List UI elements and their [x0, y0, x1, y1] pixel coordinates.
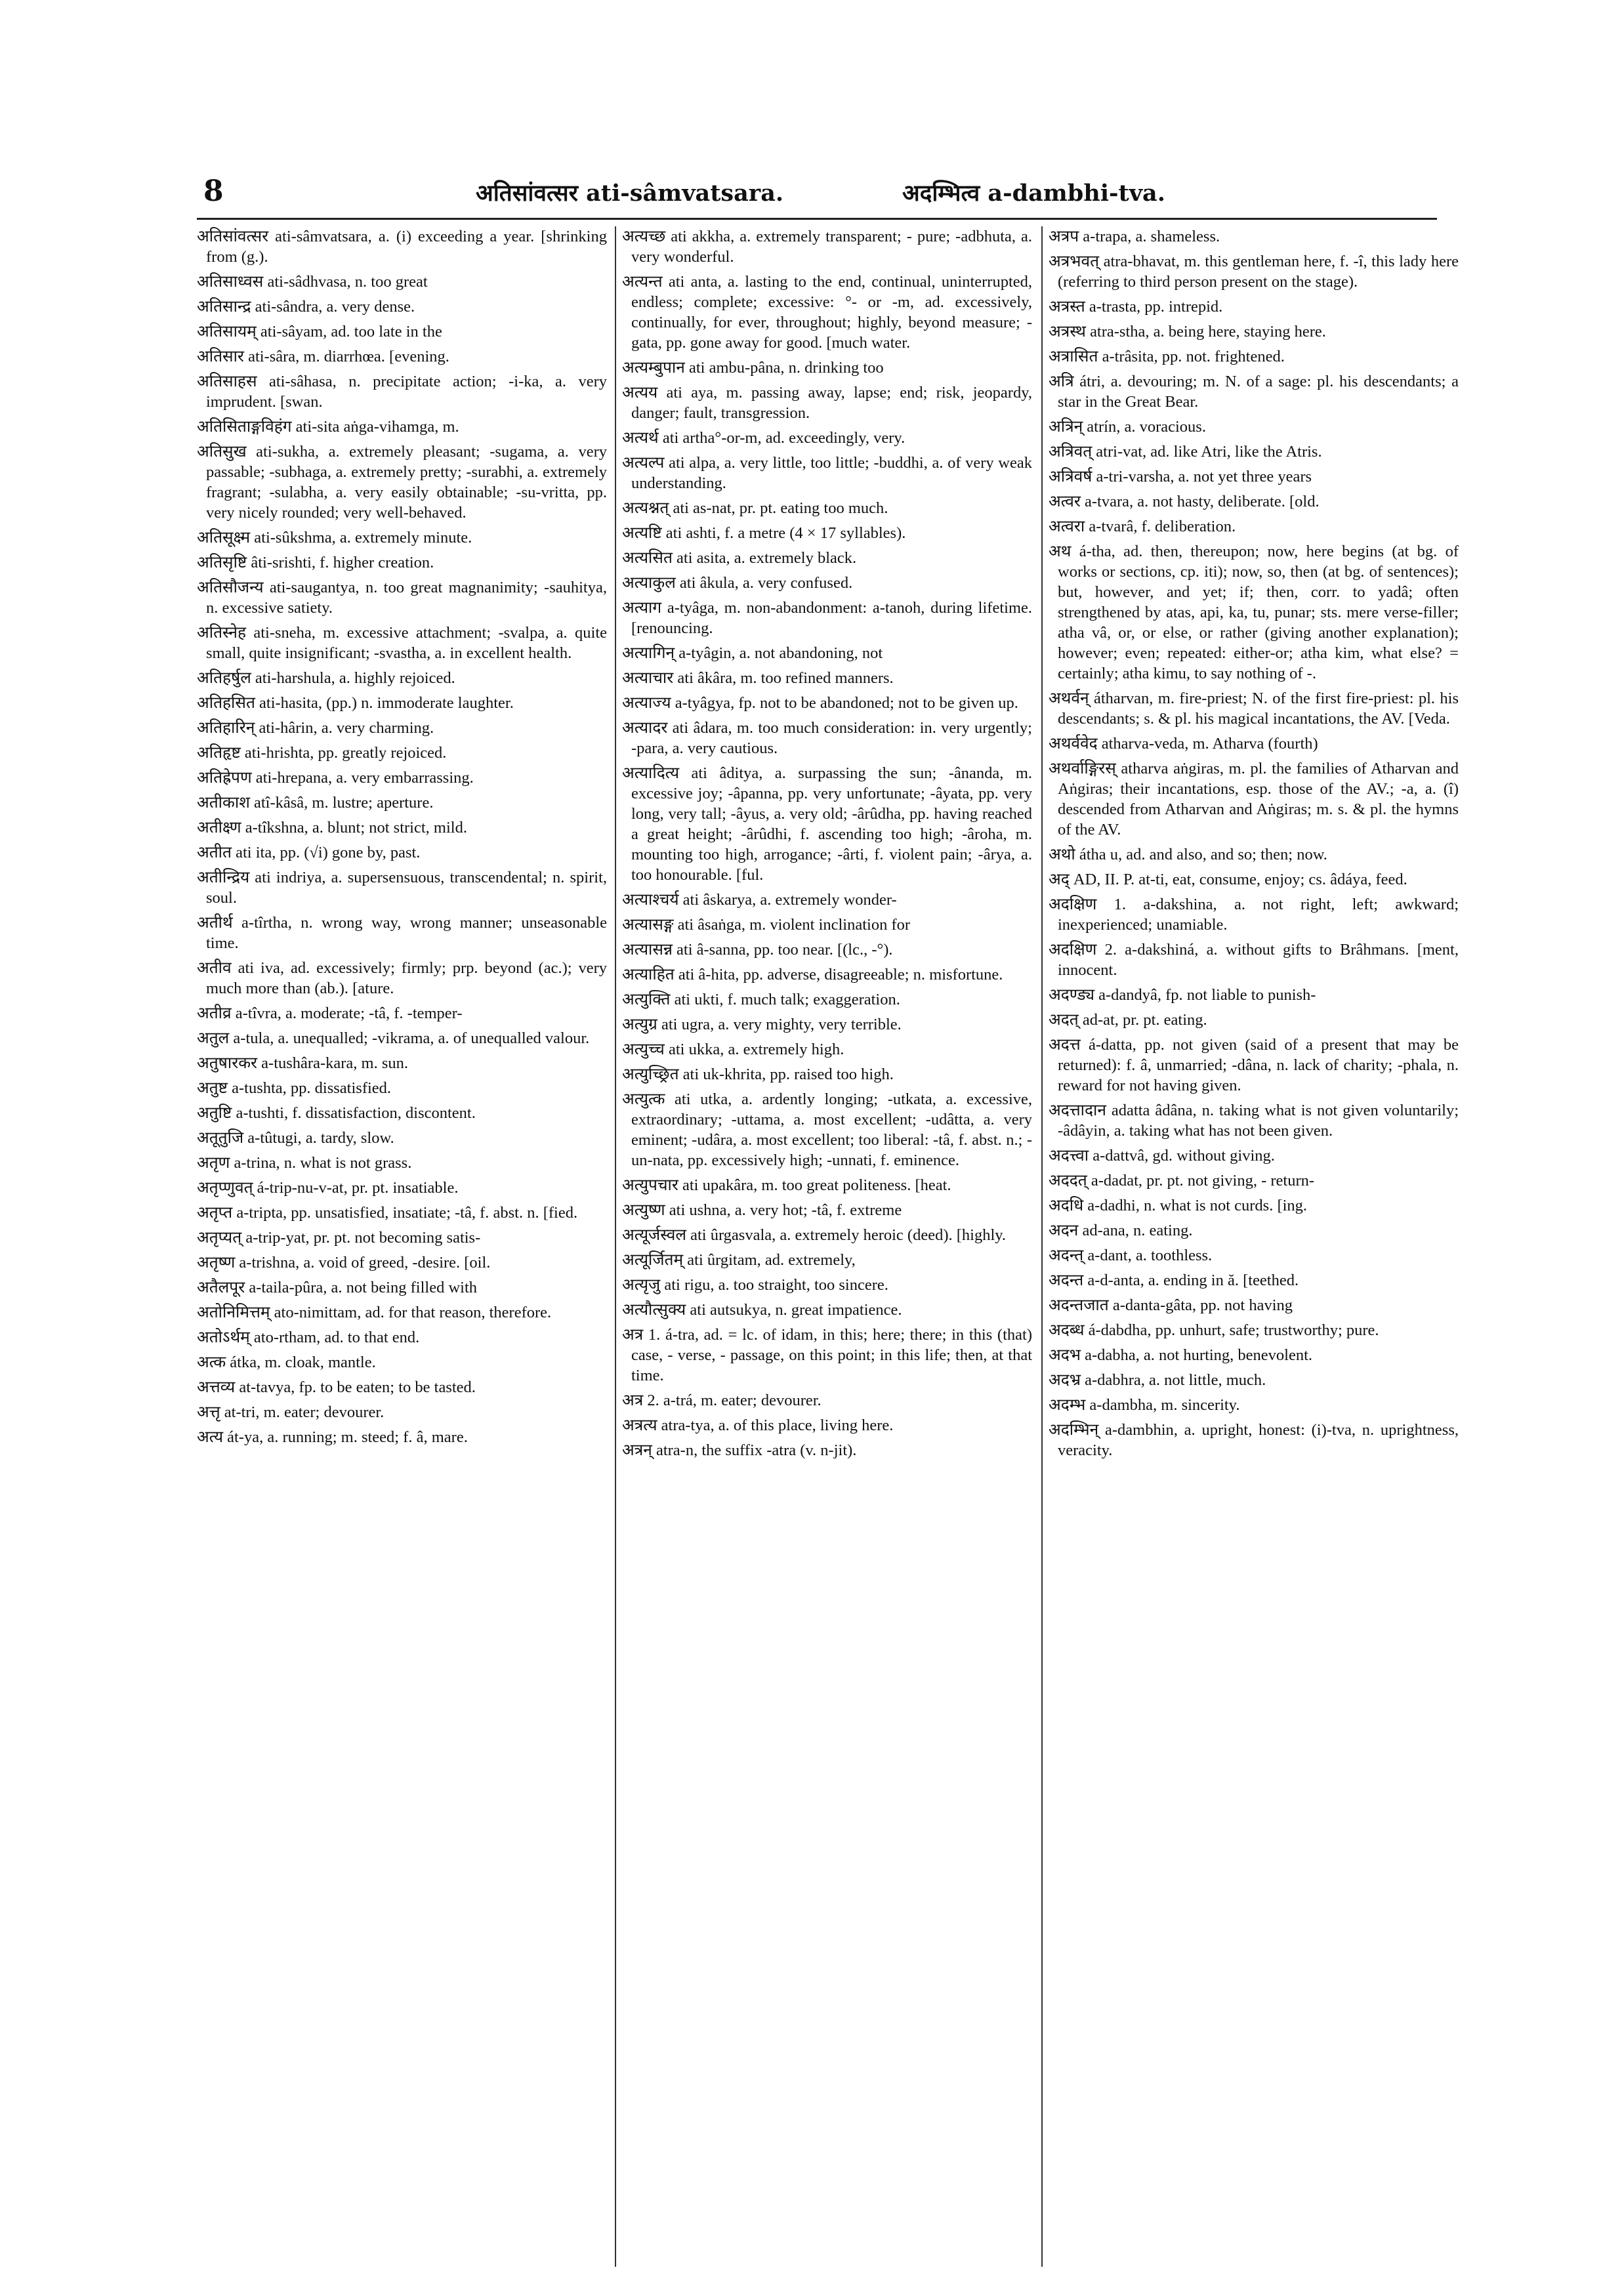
dictionary-entry: अत्यृजु ati rigu, a. too straight, too sincere.	[622, 1276, 888, 1294]
dictionary-entry: अत्याकुल ati âkula, a. very confused.	[622, 574, 853, 592]
dictionary-entry: अतीव ati iva, ad. excessively; firmly; prp. beyond (ac.); very much more than (ab.). [ature.	[197, 959, 607, 997]
dictionary-entry: अत्यच्छ ati akkha, a. extremely transparent; - pure; -adbhuta, a. very wonderful.	[622, 228, 1032, 266]
dictionary-entry: अत्र 1. á-tra, ad. = lc. of idam, in this; here; there; in this (that) case, - verse, - passage, on this point; in this life; then, at that time.	[622, 1326, 1032, 1384]
dictionary-entry: अतीन्द्रिय ati indriya, a. supersensuous, transcendental; n. spirit, soul.	[197, 869, 607, 907]
dictionary-entry: अदन्तजात a-danta-gâta, pp. not having	[1049, 1296, 1293, 1314]
dictionary-entry: अत्रत्य atra-tya, a. of this place, living here.	[622, 1416, 894, 1434]
dictionary-entry: अत्याग a-tyâga, m. non-abandonment: a-tanoh, during lifetime. [renouncing.	[622, 599, 1032, 637]
right-running-head: अदम्भित्व a-dambhi-tva.	[902, 180, 1165, 207]
dictionary-entry: अतुष्टि a-tushti, f. dissatisfaction, discontent.	[197, 1104, 476, 1122]
page-header	[197, 172, 1437, 220]
dictionary-entry: अत्रन् atra-n, the suffix -atra (v. n-jit).	[622, 1441, 857, 1459]
dictionary-entry: अदधि a-dadhi, n. what is not curds. [ing.	[1049, 1197, 1308, 1214]
dictionary-entry: अत्रिवर्ष a-tri-varsha, a. not yet three years	[1049, 468, 1312, 486]
dictionary-entry: अत्याश्चर्य ati âskarya, a. extremely wonder-	[622, 891, 897, 909]
dictionary-entry: अददत् a-dadat, pr. pt. not giving, - return-	[1049, 1172, 1315, 1189]
dictionary-entry: अत्यूर्जितम् ati ûrgitam, ad. extremely,	[622, 1251, 856, 1269]
dictionary-entry: अत्यासङ्ग ati âsaṅga, m. violent inclination for	[622, 916, 911, 934]
dictionary-entry: अदत्तादान adatta âdâna, n. taking what is not given voluntarily; -âdâyin, a. taking what has not been given.	[1049, 1102, 1459, 1140]
dictionary-entry: अतिसृष्टि âti-srishti, f. higher creation.	[197, 554, 434, 571]
dictionary-entry: अदक्षिण 1. a-dakshina, a. not right, left; awkward; inexperienced; unamiable.	[1049, 896, 1459, 934]
dictionary-entry: अतिहृष्ट ati-hrishta, pp. greatly rejoiced.	[197, 744, 447, 762]
dictionary-entry: अदत्त á-datta, pp. not given (said of a present that may be returned): f. â, unmarried; -dâna, n. lack of charity; -phala, n. reward for not having given.	[1049, 1036, 1459, 1094]
dictionary-entry: अतिसाध्वस ati-sâdhvasa, n. too great	[197, 273, 428, 291]
dictionary-entry: अत्युपचार ati upakâra, m. too great politeness. [heat.	[622, 1176, 951, 1194]
dictionary-entry: अदन्त a-d-anta, a. ending in ă. [teethed.	[1049, 1272, 1299, 1289]
dictionary-entry: अत्यर्थ ati artha°-or-m, ad. exceedingly, very.	[622, 429, 906, 447]
dictionary-entry: अत्यादर ati âdara, m. too much consideration: in. very urgently; -para, a. very cautious.	[622, 719, 1032, 757]
dictionary-entry: अतुष्ट a-tushta, pp. dissatisfied.	[197, 1079, 392, 1097]
dictionary-entry: अतोऽर्थम् ato-rtham, ad. to that end.	[197, 1329, 420, 1346]
dictionary-entry: अत्याहित ati â-hita, pp. adverse, disagreeable; n. misfortune.	[622, 966, 1003, 983]
dictionary-entry: अत्रि átri, a. devouring; m. N. of a sage: pl. his descendants; a star in the Great Bear.	[1049, 373, 1459, 411]
dictionary-entry: अत्याचार ati âkâra, m. too refined manners.	[622, 669, 894, 687]
dictionary-entry: अतिहसित ati-hasita, (pp.) n. immoderate laughter.	[197, 694, 514, 712]
dictionary-entry: अतिसान्द्र ati-sândra, a. very dense.	[197, 298, 415, 316]
dictionary-entry: अत्युक्ति ati ukti, f. much talk; exaggeration.	[622, 991, 900, 1008]
dictionary-entry: अत्रासित a-trâsita, pp. not. frightened.	[1049, 348, 1285, 365]
dictionary-entry: अथर्वाङ्गिरस् atharva aṅgiras, m. pl. the families of Atharvan and Aṅgiras; their incantations, esp. those of the AV.; -a, a. (î) descended from Atharvan and Aṅgiras; m. s. & pl. the hymns of the AV.	[1049, 760, 1459, 838]
left-running-head: अतिसांवत्सर ati-sâmvatsara.	[476, 180, 784, 207]
dictionary-entry: अत्रस्थ atra-stha, a. being here, staying here.	[1049, 323, 1326, 341]
dictionary-entry: अदत्त्वा a-dattvâ, gd. without giving.	[1049, 1147, 1275, 1165]
dictionary-entry: अत्र 2. a-trá, m. eater; devourer.	[622, 1392, 822, 1409]
dictionary-entry: अतिसुख ati-sukha, a. extremely pleasant; -sugama, a. very passable; -subhaga, a. extremely pretty; -surabhi, a. extremely fragrant; -sulabha, a. very easily obtainable; -su-vritta, pp. very nicely rounded; very well-behaved.	[197, 443, 607, 522]
dictionary-entry: अतिसिताङ्गविहंग ati-sita aṅga-vihamga, m.	[197, 418, 459, 436]
dictionary-entry: अत्यन्त ati anta, a. lasting to the end, continual, uninterrupted, endless; complete; excessive: °- or -m, ad. excessively, continually, for ever, throughout; highly, beyond measure; -gata, pp. gone away for good. [much water.	[622, 273, 1032, 352]
dictionary-entry: अत्यसित ati asita, a. extremely black.	[622, 549, 857, 567]
dictionary-entry: अत्युष्ण ati ushna, a. very hot; -tâ, f. extreme	[622, 1201, 902, 1219]
dictionary-entry: अत्रप a-trapa, a. shameless.	[1049, 228, 1220, 245]
dictionary-column-3	[1049, 226, 1459, 2267]
dictionary-entry: अदन्त् a-dant, a. toothless.	[1049, 1247, 1213, 1264]
dictionary-entry: अथर्ववेद atharva-veda, m. Atharva (fourth)	[1049, 735, 1318, 753]
dictionary-column-1	[197, 226, 607, 2267]
dictionary-entry: अत्यागिन् a-tyâgin, a. not abandoning, not	[622, 644, 883, 662]
column-divider	[1041, 226, 1043, 2267]
dictionary-entry: अतिसायम् ati-sâyam, ad. too late in the	[197, 323, 442, 341]
dictionary-entry: अत्य át-ya, a. running; m. steed; f. â, mare.	[197, 1428, 468, 1446]
dictionary-entry: अत्यासन्न ati â-sanna, pp. too near. [(lc., -°).	[622, 941, 893, 959]
dictionary-entry: अत्यष्टि ati ashti, f. a metre (4 × 17 syllables).	[622, 524, 906, 542]
dictionary-entry: अतिहारिन् ati-hârin, a. very charming.	[197, 719, 434, 737]
dictionary-entry: अतीत ati ita, pp. (√i) gone by, past.	[197, 844, 421, 861]
dictionary-entry: अत्यम्बुपान ati ambu-pâna, n. drinking too	[622, 359, 884, 377]
dictionary-entry: अत्रिन् atrín, a. voracious.	[1049, 418, 1206, 436]
dictionary-entry: अतिसांवत्सर ati-sâmvatsara, a. (i) exceeding a year. [shrinking from (g.).	[197, 228, 607, 266]
dictionary-entry: अत्तव्य at-tavya, fp. to be eaten; to be tasted.	[197, 1378, 476, 1396]
dictionary-entry: अदभ a-dabha, a. not hurting, benevolent.	[1049, 1346, 1313, 1364]
dictionary-entry: अथ á-tha, ad. then, thereupon; now, here begins (at bg. of works or sections, cp. iti); now, so, then (at bg. of sentences); but, however, and yet; if; then, corr. to yadâ; often strengthened by atas, api, ka, tu, punar; sts. mere verse-filler; atha vâ, or, or else, or rather (giving another explanation); however; even; repeated: either-or; atha kim, what else? = certainly; atha kimu, to say nothing of -.	[1049, 543, 1459, 682]
dictionary-entry: अत्यौत्सुक्य ati autsukya, n. great impatience.	[622, 1301, 902, 1319]
dictionary-entry: अत्युग्र ati ugra, a. very mighty, very terrible.	[622, 1016, 902, 1033]
dictionary-entry: अत्रिवत् atri-vat, ad. like Atri, like the Atris.	[1049, 443, 1322, 461]
dictionary-entry: अदम्भिन् a-dambhin, a. upright, honest: (i)-tva, n. uprightness, veracity.	[1049, 1421, 1459, 1459]
dictionary-entry: अतिहर्षुल ati-harshula, a. highly rejoiced.	[197, 669, 455, 687]
dictionary-entry: अतिह्रेपण ati-hrepana, a. very embarrassing.	[197, 769, 474, 787]
dictionary-entry: अदक्षिण 2. a-dakshiná, a. without gifts to Brâhmans. [ment, innocent.	[1049, 941, 1459, 979]
dictionary-entry: अथर्वन् átharvan, m. fire-priest; N. of the first fire-priest: pl. his descendants; s. & pl. his magical incantations, the AV. [Veda.	[1049, 690, 1459, 728]
dictionary-entry: अतिसूक्ष्म ati-sûkshma, a. extremely minute.	[197, 529, 472, 547]
dictionary-entry: अत्युच्छ्रित ati uk-khrita, pp. raised too high.	[622, 1065, 894, 1083]
dictionary-entry: अद् AD, II. P. at-ti, eat, consume, enjoy; cs. âdáya, feed.	[1049, 871, 1407, 888]
dictionary-entry: अत्यय ati aya, m. passing away, lapse; end; risk, jeopardy, danger; fault, transgression.	[622, 384, 1032, 422]
dictionary-column-2	[622, 226, 1032, 2267]
dictionary-entry: अतिसार ati-sâra, m. diarrhœa. [evening.	[197, 348, 449, 365]
dictionary-entry: अदण्ड्य a-dandyâ, fp. not liable to punish-	[1049, 986, 1316, 1004]
dictionary-entry: अदम्भ a-dambha, m. sincerity.	[1049, 1396, 1240, 1414]
dictionary-entry: अत्क átka, m. cloak, mantle.	[197, 1354, 376, 1371]
dictionary-entry: अतीकाश atî-kâsâ, m. lustre; aperture.	[197, 794, 434, 812]
dictionary-entry: अतैलपूर a-taila-pûra, a. not being filled with	[197, 1279, 477, 1296]
dictionary-entry: अतोनिमित्तम् ato-nimittam, ad. for that reason, therefore.	[197, 1304, 552, 1321]
dictionary-entry: अतीर्थ a-tîrtha, n. wrong way, wrong manner; unseasonable time.	[197, 914, 607, 952]
column-divider	[615, 226, 616, 2267]
dictionary-entry: अत्रभवत् atra-bhavat, m. this gentleman here, f. -î, this lady here (referring to third person present on the stage).	[1049, 253, 1459, 291]
dictionary-entry: अतृप्यत् a-trip-yat, pr. pt. not becoming satis-	[197, 1229, 481, 1247]
dictionary-entry: अतीक्ष्ण a-tîkshna, a. blunt; not strict, mild.	[197, 819, 467, 837]
dictionary-entry: अत्रस्त a-trasta, pp. intrepid.	[1049, 298, 1223, 316]
dictionary-entry: अत्यादित्य ati âditya, a. surpassing the sun; -ânanda, m. excessive joy; -âpanna, pp. very unfortunate; -âyata, pp. very long, very tall; -âyus, a. very old; -ârûdha, pp. having reached a great height; -ârûdhi, f. ascending too high; -âroha, m. mounting too high, arrogance; -ârti, f. violent pain; -ârya, a. too honourable. [ful.	[622, 764, 1032, 884]
dictionary-entry: अत्यश्नत् ati as-nat, pr. pt. eating too much.	[622, 499, 888, 517]
dictionary-entry: अतृप्त a-tripta, pp. unsatisfied, insatiate; -tâ, f. abst. n. [fied.	[197, 1204, 578, 1222]
dictionary-entry: अतिसौजन्य ati-saugantya, n. too great magnanimity; -sauhitya, n. excessive satiety.	[197, 579, 607, 617]
dictionary-entry: अत्यल्प ati alpa, a. very little, too little; -buddhi, a. of very weak understanding.	[622, 454, 1032, 492]
dictionary-entry: अथो átha u, ad. and also, and so; then; now.	[1049, 846, 1327, 863]
dictionary-entry: अतृण a-trina, n. what is not grass.	[197, 1154, 412, 1172]
dictionary-entry: अतुषारकर a-tushâra-kara, m. sun.	[197, 1054, 408, 1072]
dictionary-entry: अत्याज्य a-tyâgya, fp. not to be abandoned; not to be given up.	[622, 694, 1018, 712]
dictionary-entry: अतिसाहस ati-sâhasa, n. precipitate action; -i-ka, a. very imprudent. [swan.	[197, 373, 607, 411]
dictionary-entry: अतृप्णुवत् á-trip-nu-v-at, pr. pt. insatiable.	[197, 1179, 459, 1197]
dictionary-entry: अत्युत्क ati utka, a. ardently longing; -utkata, a. excessive, extraordinary; -uttama, a. most excellent; -udâtta, a. very eminent; -udâra, a. most excellent; too liberal: -tâ, f. abst. n.; -un-nata, pp. excessively high; -unnati, f. eminence.	[622, 1090, 1032, 1169]
dictionary-entry: अदन ad-ana, n. eating.	[1049, 1222, 1193, 1239]
dictionary-entry: अदभ्र a-dabhra, a. not little, much.	[1049, 1371, 1266, 1389]
dictionary-entry: अत्वर a-tvara, a. not hasty, deliberate. [old.	[1049, 493, 1320, 510]
dictionary-entry: अत्यूर्जस्वल ati ûrgasvala, a. extremely heroic (deed). [highly.	[622, 1226, 1007, 1244]
page-number: 8	[203, 175, 224, 208]
dictionary-entry: अत्तृ at-tri, m. eater; devourer.	[197, 1403, 385, 1421]
dictionary-entry: अत्युच्च ati ukka, a. extremely high.	[622, 1041, 844, 1058]
dictionary-entry: अतुल a-tula, a. unequalled; -vikrama, a. of unequalled valour.	[197, 1029, 590, 1047]
dictionary-entry: अतूतुजि a-tûtugi, a. tardy, slow.	[197, 1129, 394, 1147]
dictionary-entry: अतीव्र a-tîvra, a. moderate; -tâ, f. -temper-	[197, 1004, 463, 1022]
dictionary-entry: अत्वरा a-tvarâ, f. deliberation.	[1049, 518, 1236, 535]
dictionary-entry: अदब्ध á-dabdha, pp. unhurt, safe; trustworthy; pure.	[1049, 1321, 1379, 1339]
dictionary-entry: अतिस्नेह ati-sneha, m. excessive attachment; -svalpa, a. quite small, quite insignificant; -svastha, a. in excellent health.	[197, 624, 607, 662]
dictionary-entry: अदत् ad-at, pr. pt. eating.	[1049, 1011, 1207, 1029]
dictionary-entry: अतृष्ण a-trishna, a. void of greed, -desire. [oil.	[197, 1254, 491, 1272]
